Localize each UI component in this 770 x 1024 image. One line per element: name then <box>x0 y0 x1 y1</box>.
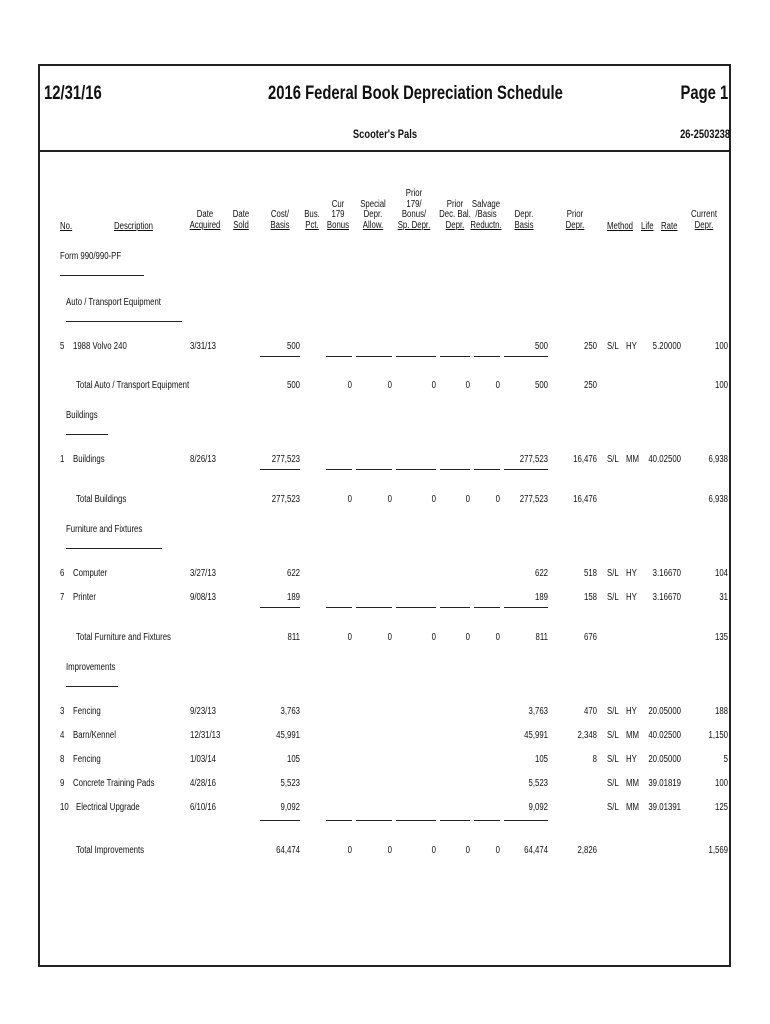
subtotal-rule <box>396 356 436 357</box>
asset-method: S/L <box>607 730 619 741</box>
total-cur-179: 0 <box>347 632 352 643</box>
asset-method: S/L <box>607 754 619 765</box>
asset-description: Fencing <box>73 754 101 765</box>
asset-convention: MM <box>626 730 640 741</box>
subtotal-rule <box>326 820 352 821</box>
subtotal-rule <box>440 820 470 821</box>
asset-rate: .20000 <box>657 341 681 352</box>
asset-date-acquired: 9/23/13 <box>190 706 217 717</box>
subtotal-rule <box>440 356 470 357</box>
column-header-prior_179: Sp. Depr. <box>397 219 431 231</box>
asset-date-acquired: 1/03/14 <box>190 754 217 765</box>
asset-method: S/L <box>607 454 619 465</box>
asset-life: 20 <box>648 754 657 765</box>
subtotal-rule <box>504 607 548 608</box>
subtotal-rule <box>396 607 436 608</box>
asset-description: Computer <box>73 568 108 579</box>
asset-description: Fencing <box>73 706 101 717</box>
asset-description: Buildings <box>73 454 105 465</box>
column-header-date_sold: Sold <box>233 219 249 231</box>
asset-description: Concrete Training Pads <box>73 778 155 789</box>
total-cost: 811 <box>287 632 300 643</box>
group-title-underline <box>66 548 162 549</box>
total-prior-179: 0 <box>431 380 436 391</box>
total-special-depr: 0 <box>387 845 392 856</box>
asset-depr-basis: 45,991 <box>524 730 548 741</box>
subtotal-rule <box>260 469 300 470</box>
asset-method: S/L <box>607 706 619 717</box>
asset-rate: .16670 <box>657 592 681 603</box>
subtotal-rule <box>356 469 392 470</box>
asset-life: 39 <box>648 802 657 813</box>
asset-life: 3 <box>652 568 657 579</box>
asset-cost: 500 <box>286 341 300 352</box>
asset-life: 20 <box>648 706 657 717</box>
total-cur-179: 0 <box>347 380 352 391</box>
total-salvage: 0 <box>495 380 500 391</box>
page-number: Page 1 <box>680 83 728 104</box>
asset-date-acquired: 3/27/13 <box>190 568 217 579</box>
column-header-life: Life <box>641 220 654 232</box>
column-header-prior_depr: Depr. <box>565 219 585 231</box>
column-header-prior_179: 179/ <box>406 198 422 210</box>
asset-life: 40 <box>648 730 657 741</box>
asset-depr-basis: 500 <box>534 341 548 352</box>
asset-rate: .01391 <box>657 802 681 813</box>
total-dec-bal: 0 <box>465 632 470 643</box>
subtotal-rule <box>356 607 392 608</box>
column-header-current_depr: Current <box>690 209 718 220</box>
total-prior-179: 0 <box>431 494 436 505</box>
subtotal-rule <box>326 607 352 608</box>
column-header-cur_179_bonus: Bonus <box>326 219 350 231</box>
total-cur-179: 0 <box>347 494 352 505</box>
total-salvage: 0 <box>495 845 500 856</box>
asset-prior-depr: 470 <box>583 706 597 717</box>
asset-depr-basis: 622 <box>534 568 548 579</box>
form-label: Form 990/990-PF <box>60 251 122 262</box>
group-title: Auto / Transport Equipment <box>66 297 161 308</box>
asset-current-depr: 6,938 <box>708 454 728 465</box>
column-header-current_depr: Depr. <box>694 219 714 231</box>
column-header-salvage: /Basis <box>475 209 497 220</box>
asset-description: Electrical Upgrade <box>76 802 140 813</box>
column-header-salvage: Reductn. <box>470 219 502 231</box>
column-header-date_sold: Date <box>232 209 250 220</box>
subtotal-rule <box>356 820 392 821</box>
asset-current-depr: 104 <box>714 568 728 579</box>
asset-current-depr: 188 <box>714 706 728 717</box>
asset-number: 9 <box>60 778 65 789</box>
total-current-depr: 6,938 <box>708 494 728 505</box>
asset-number: 1 <box>60 454 65 465</box>
asset-number: 4 <box>60 730 65 741</box>
column-header-special_depr: Special <box>360 198 386 210</box>
asset-cost: 277,523 <box>271 454 300 465</box>
total-cost: 64,474 <box>276 845 300 856</box>
asset-current-depr: 5 <box>723 754 728 765</box>
asset-rate: .05000 <box>657 754 681 765</box>
asset-date-acquired: 12/31/13 <box>190 730 221 741</box>
report-title: 2016 Federal Book Depreciation Schedule <box>268 83 563 104</box>
asset-date-acquired: 8/26/13 <box>190 454 217 465</box>
asset-description: Barn/Kennel <box>73 730 116 741</box>
column-header-date_acquired: Date <box>196 209 214 220</box>
subtotal-rule <box>396 820 436 821</box>
asset-life: 3 <box>652 592 657 603</box>
total-dec-bal: 0 <box>465 845 470 856</box>
total-depr-basis: 64,474 <box>524 845 548 856</box>
asset-convention: HY <box>626 592 637 603</box>
asset-current-depr: 31 <box>719 592 728 603</box>
asset-depr-basis: 3,763 <box>528 706 548 717</box>
subtotal-rule <box>504 356 548 357</box>
group-title: Buildings <box>66 410 98 421</box>
asset-cost: 105 <box>286 754 300 765</box>
total-current-depr: 1,569 <box>708 845 728 856</box>
column-header-cur_179_bonus: Cur <box>331 198 345 210</box>
asset-number: 6 <box>60 568 65 579</box>
subtotal-rule <box>504 469 548 470</box>
asset-convention: HY <box>626 754 637 765</box>
subtotal-rule <box>260 607 300 608</box>
asset-convention: MM <box>626 778 640 789</box>
total-depr-basis: 277,523 <box>519 494 548 505</box>
column-header-salvage: Salvage <box>471 198 501 210</box>
group-title: Improvements <box>66 662 116 673</box>
total-cost: 500 <box>286 380 300 391</box>
asset-prior-depr: 2,348 <box>577 730 597 741</box>
total-current-depr: 100 <box>714 380 728 391</box>
total-cur-179: 0 <box>347 845 352 856</box>
group-total-label: Total Auto / Transport Equipment <box>76 380 190 391</box>
asset-depr-basis: 189 <box>534 592 548 603</box>
group-title: Furniture and Fixtures <box>66 524 143 535</box>
asset-number: 3 <box>60 706 65 717</box>
asset-prior-depr: 8 <box>592 754 597 765</box>
asset-cost: 5,523 <box>280 778 300 789</box>
total-salvage: 0 <box>495 632 500 643</box>
subtotal-rule <box>474 469 500 470</box>
asset-prior-depr: 250 <box>583 341 597 352</box>
subtotal-rule <box>474 607 500 608</box>
asset-description: 1988 Volvo 240 <box>73 341 127 352</box>
asset-depr-basis: 277,523 <box>519 454 548 465</box>
asset-prior-depr: 518 <box>583 568 597 579</box>
total-prior-179: 0 <box>431 845 436 856</box>
column-header-cur_179_bonus: 179 <box>331 209 345 220</box>
asset-rate: .01819 <box>657 778 681 789</box>
subtotal-rule <box>504 820 548 821</box>
asset-rate: .16670 <box>657 568 681 579</box>
asset-cost: 9,092 <box>280 802 300 813</box>
subtotal-rule <box>326 469 352 470</box>
asset-method: S/L <box>607 568 619 579</box>
total-depr-basis: 811 <box>535 632 548 643</box>
subtotal-rule <box>396 469 436 470</box>
asset-convention: HY <box>626 706 637 717</box>
client-name: Scooter's Pals <box>352 127 418 141</box>
subtotal-rule <box>260 356 300 357</box>
asset-cost: 3,763 <box>280 706 300 717</box>
column-header-special_depr: Depr. <box>363 209 383 220</box>
subtotal-rule <box>356 356 392 357</box>
asset-description: Printer <box>73 592 96 603</box>
asset-convention: HY <box>626 341 637 352</box>
column-header-prior_dec_bal: Prior <box>446 198 464 210</box>
column-header-method: Method <box>607 220 634 232</box>
total-special-depr: 0 <box>387 380 392 391</box>
asset-method: S/L <box>607 778 619 789</box>
column-header-no: No. <box>60 220 73 232</box>
asset-cost: 622 <box>286 568 300 579</box>
subtotal-rule <box>474 356 500 357</box>
column-header-description: Description <box>114 220 154 232</box>
asset-depr-basis: 105 <box>534 754 548 765</box>
asset-number: 10 <box>60 802 69 813</box>
asset-date-acquired: 9/08/13 <box>190 592 217 603</box>
asset-depr-basis: 5,523 <box>528 778 548 789</box>
asset-convention: MM <box>626 802 640 813</box>
column-header-cost_basis: Cost/ <box>270 209 290 220</box>
asset-date-acquired: 6/10/16 <box>190 802 217 813</box>
column-header-bus_pct: Bus. <box>304 209 320 220</box>
total-prior-179: 0 <box>431 632 436 643</box>
asset-prior-depr: 16,476 <box>573 454 597 465</box>
form-label-underline <box>60 275 144 276</box>
asset-life: 39 <box>648 778 657 789</box>
subtotal-rule <box>440 469 470 470</box>
column-header-prior_179: Prior <box>405 188 423 199</box>
asset-number: 5 <box>60 341 65 352</box>
asset-rate: .02500 <box>657 454 681 465</box>
asset-rate: .02500 <box>657 730 681 741</box>
subtotal-rule <box>440 607 470 608</box>
asset-number: 8 <box>60 754 65 765</box>
asset-depr-basis: 9,092 <box>528 802 548 813</box>
total-prior-depr: 16,476 <box>573 494 597 505</box>
total-prior-depr: 2,826 <box>577 845 597 856</box>
group-total-label: Total Furniture and Fixtures <box>76 632 171 643</box>
asset-current-depr: 100 <box>714 778 728 789</box>
group-title-underline <box>66 434 108 435</box>
subtotal-rule <box>260 820 300 821</box>
asset-date-acquired: 4/28/16 <box>190 778 217 789</box>
column-header-bus_pct: Pct. <box>305 219 319 231</box>
asset-life: 40 <box>648 454 657 465</box>
header-divider <box>38 150 731 152</box>
column-header-depr_basis: Depr. <box>514 209 534 220</box>
total-special-depr: 0 <box>387 632 392 643</box>
asset-rate: .05000 <box>657 706 681 717</box>
column-header-prior_179: Bonus/ <box>401 209 427 220</box>
total-prior-depr: 676 <box>583 632 597 643</box>
total-salvage: 0 <box>495 494 500 505</box>
subtotal-rule <box>474 820 500 821</box>
ein-number: 26-2503238 <box>680 127 730 141</box>
total-cost: 277,523 <box>271 494 300 505</box>
group-title-underline <box>66 321 182 322</box>
group-total-label: Total Buildings <box>76 494 127 505</box>
column-header-special_depr: Allow. <box>362 219 384 231</box>
column-header-cost_basis: Basis <box>270 219 290 231</box>
column-header-prior_depr: Prior <box>566 209 584 220</box>
total-special-depr: 0 <box>387 494 392 505</box>
total-dec-bal: 0 <box>465 380 470 391</box>
column-header-depr_basis: Basis <box>514 219 534 231</box>
asset-method: S/L <box>607 802 619 813</box>
total-prior-depr: 250 <box>583 380 597 391</box>
asset-current-depr: 100 <box>714 341 728 352</box>
asset-date-acquired: 3/31/13 <box>190 341 217 352</box>
column-header-prior_dec_bal: Dec. Bal. <box>439 209 471 220</box>
total-dec-bal: 0 <box>465 494 470 505</box>
total-current-depr: 135 <box>714 632 728 643</box>
report-date: 12/31/16 <box>44 83 102 104</box>
asset-prior-depr: 158 <box>583 592 597 603</box>
asset-cost: 45,991 <box>276 730 300 741</box>
column-header-date_acquired: Acquired <box>189 219 221 231</box>
column-header-rate: Rate <box>661 220 678 232</box>
asset-convention: MM <box>626 454 640 465</box>
asset-cost: 189 <box>286 592 300 603</box>
column-header-prior_dec_bal: Depr. <box>445 219 465 231</box>
asset-current-depr: 1,150 <box>708 730 728 741</box>
asset-number: 7 <box>60 592 65 603</box>
total-depr-basis: 500 <box>534 380 548 391</box>
asset-life: 5 <box>652 341 657 352</box>
asset-method: S/L <box>607 341 619 352</box>
group-title-underline <box>66 686 118 687</box>
asset-current-depr: 125 <box>714 802 728 813</box>
group-total-label: Total Improvements <box>76 845 145 856</box>
subtotal-rule <box>326 356 352 357</box>
asset-method: S/L <box>607 592 619 603</box>
asset-convention: HY <box>626 568 637 579</box>
